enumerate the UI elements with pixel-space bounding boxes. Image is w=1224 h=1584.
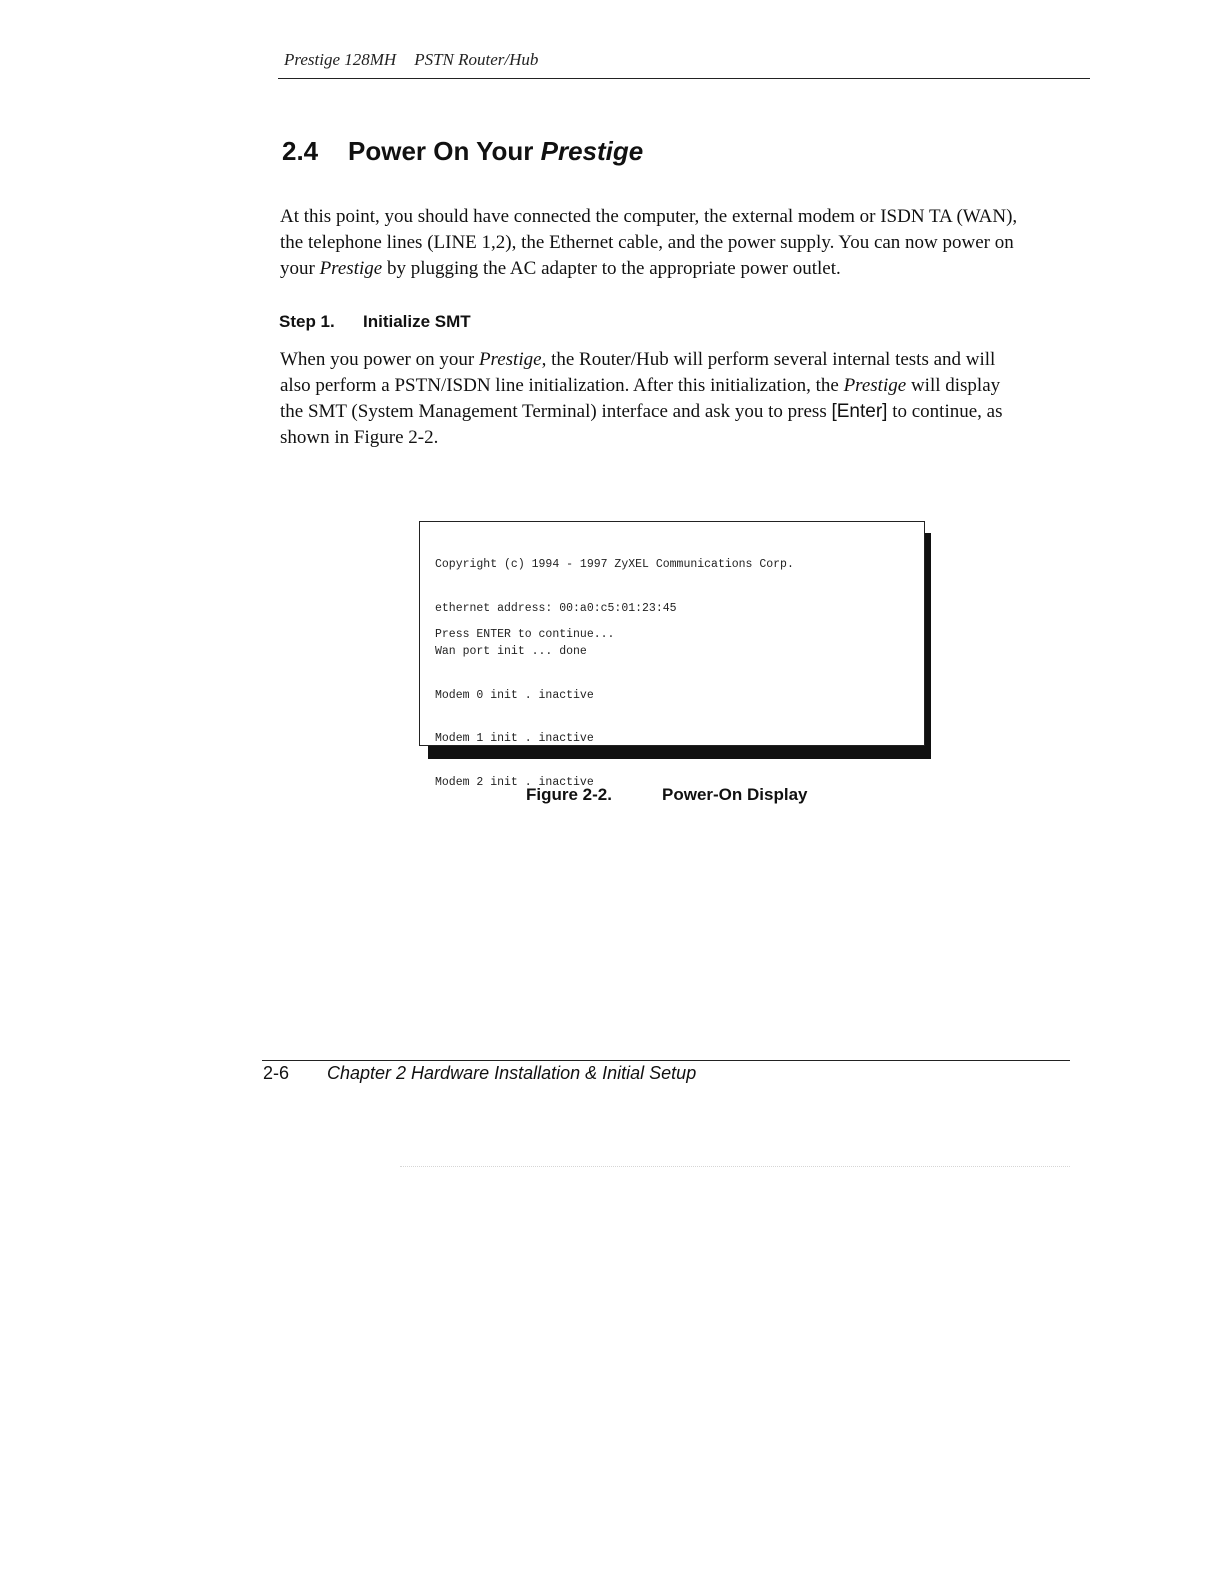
section-number: 2.4 [282, 136, 319, 166]
section-title-product: Prestige [540, 136, 644, 166]
step-line [280, 399, 1080, 425]
running-header-product: Prestige 128MH [284, 50, 397, 69]
intro-line: the telephone lines (LINE 1,2), the Ethernet cable, and the power supply. You can now power on [280, 232, 1014, 253]
footer-rule [262, 1060, 1070, 1061]
step-text: the SMT (System Management Terminal) interface and ask you to press [280, 401, 832, 422]
terminal-line: Modem 0 init . inactive [435, 688, 594, 702]
enter-key-label: [Enter] [831, 401, 888, 422]
terminal-shadow-right [924, 533, 931, 759]
terminal-output [435, 529, 794, 819]
step-text: When you power on your [280, 349, 479, 370]
figure-title: Power-On Display [662, 785, 808, 804]
page-footer [263, 1063, 696, 1084]
intro-line [280, 256, 1080, 282]
chapter-title: Chapter 2 Hardware Installation & Initial Setup [327, 1063, 697, 1083]
section-heading [282, 136, 643, 167]
step-text: , the Router/Hub will perform several internal tests and will [541, 349, 996, 370]
step-text: also perform a PSTN/ISDN line initialization. After this initialization, the [280, 375, 844, 396]
figure-caption [526, 785, 807, 805]
terminal-line: Copyright (c) 1994 - 1997 ZyXEL Communications Corp. [435, 558, 794, 571]
step-line [280, 347, 1080, 373]
header-rule [278, 78, 1090, 79]
terminal-screen [419, 521, 925, 789]
step-product-name: Prestige [478, 349, 542, 370]
intro-text: your [280, 258, 320, 279]
intro-product-name: Prestige [319, 258, 383, 279]
terminal-prompt: Press ENTER to continue... [435, 628, 615, 641]
intro-paragraph [280, 204, 1080, 282]
step-text: to continue, as [887, 401, 1003, 422]
intro-line: At this point, you should have connected the computer, the external modem or ISDN TA (WAN), [280, 206, 1018, 227]
step-number: Step 1. [279, 312, 335, 331]
page-number: 2-6 [263, 1063, 290, 1083]
running-header-subtitle: PSTN Router/Hub [414, 50, 539, 69]
terminal-line: Modem 1 init . inactive [435, 732, 594, 745]
running-header [284, 50, 538, 70]
step-line [280, 373, 1080, 399]
step-title: Initialize SMT [363, 312, 471, 331]
terminal-line: ethernet address: 00:a0:c5:01:23:45 [435, 601, 677, 615]
step-paragraph [280, 347, 1080, 451]
step-text: will display [906, 375, 1001, 396]
step-line: shown in Figure 2-2. [280, 427, 439, 448]
figure-number: Figure 2-2. [526, 785, 612, 804]
terminal-line: Modem 2 init . inactive [435, 775, 594, 789]
scan-artifact [400, 1166, 1070, 1171]
section-title: Power On Your [348, 136, 541, 166]
step-product-name: Prestige [843, 375, 907, 396]
step-heading [279, 312, 471, 332]
terminal-line: Wan port init ... done [435, 645, 587, 658]
intro-text: by plugging the AC adapter to the appropriate power outlet. [382, 258, 841, 279]
